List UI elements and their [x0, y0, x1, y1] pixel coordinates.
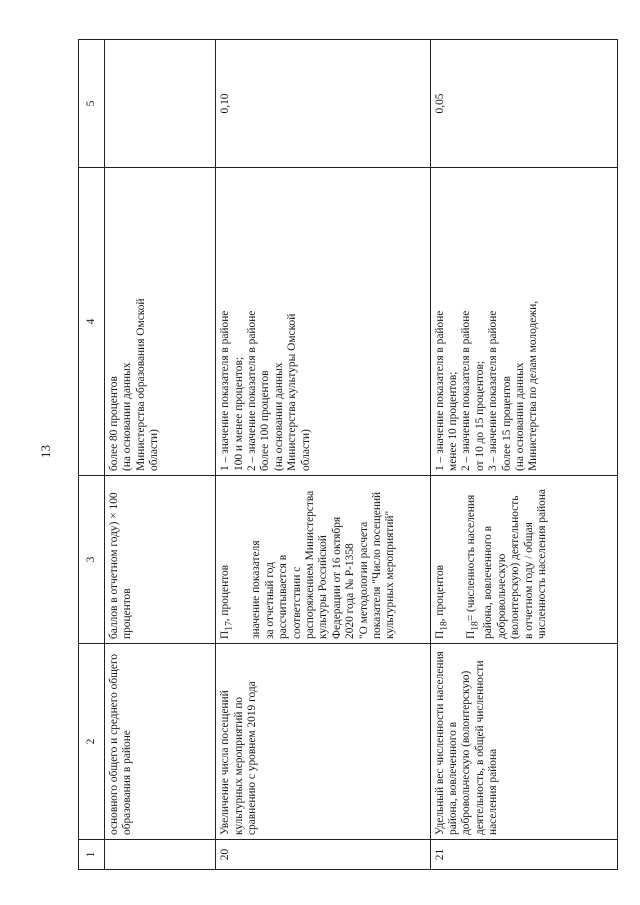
- criteria-line: (на основании данных: [272, 362, 285, 471]
- indicator-name: основного общего и среднего общего образования в районе: [105, 644, 216, 840]
- column-header: 1: [79, 840, 105, 870]
- formula-line: 2020 года № Р-1358: [344, 543, 357, 639]
- formula-line: показателя "Число посещений: [371, 491, 383, 639]
- formula-line: добровольческую: [495, 553, 508, 639]
- indicator-criteria: [216, 168, 430, 476]
- rotated-table-container: [78, 40, 618, 870]
- formula-line: $П_{18}=$ (численность населения: [464, 494, 481, 639]
- criteria-line: от 10 до 15 процентов;: [473, 361, 486, 471]
- criteria-line: Министерства образования Омской: [134, 298, 147, 471]
- formula-line: Федерации от 16 октября: [330, 516, 343, 639]
- subscript: 18: [438, 621, 449, 631]
- criteria-line: 1 – значение показателя в районе: [219, 310, 232, 471]
- row-number: [105, 840, 216, 870]
- criteria-line: 100 и менее процентов;: [232, 357, 245, 471]
- indicator-formula: баллов в отчетном году) × 100 процентов: [105, 476, 216, 644]
- criteria-line: Министерства по делам молодежи,: [527, 300, 540, 471]
- table-row: [430, 40, 617, 870]
- indicator-criteria: [105, 168, 216, 476]
- column-header: 4: [79, 168, 105, 476]
- criteria-line: области): [148, 429, 161, 471]
- criteria-table: [78, 39, 618, 870]
- formula-line: численность населения района: [536, 489, 549, 639]
- indicator-weight: 0,05: [430, 40, 617, 168]
- indicator-weight: 0,10: [216, 40, 430, 168]
- subscript: 17: [224, 621, 235, 631]
- formula-line: значение показателя: [250, 540, 263, 639]
- formula-line: в отчетном году / общая: [522, 522, 535, 639]
- criteria-line: более 100 процентов: [259, 370, 272, 471]
- indicator-criteria: [430, 168, 617, 476]
- criteria-line: области): [299, 429, 312, 471]
- row-number: 20: [216, 840, 430, 870]
- formula-line: (волонтерскую) деятельность: [509, 495, 522, 639]
- criteria-line: менее 10 процентов;: [447, 371, 460, 471]
- criteria-line: (на основании данных: [121, 362, 134, 471]
- criteria-line: (на основании данных: [514, 362, 527, 471]
- criteria-line: 2 – значение показателя в районе: [246, 310, 259, 471]
- row-number: 21: [430, 840, 617, 870]
- formula-line: распоряжением Министерства: [303, 490, 316, 639]
- column-header: 3: [79, 476, 105, 644]
- criteria-line: Министерства культуры Омской: [286, 313, 299, 471]
- column-header: 5: [79, 40, 105, 168]
- formula-line: $П_{17}$, процентов: [219, 564, 235, 639]
- indicator-name: Увеличение числа посещений культурных мероприятий по сравнению с уровнем 2019 года: [216, 644, 430, 840]
- formula-line: рассчитывается в: [277, 554, 290, 639]
- header-row: [79, 40, 105, 870]
- indicator-formula: [216, 476, 430, 644]
- criteria-line: 3 – значение показателя в районе: [487, 310, 500, 471]
- criteria-line: 2 – значение показателя в районе: [460, 310, 473, 471]
- criteria-line: 1 – значение показателя в районе: [433, 310, 446, 471]
- formula-line: за отчетный год: [263, 562, 276, 639]
- criteria-line: более 15 процентов: [500, 376, 513, 471]
- page-number: 13: [38, 445, 53, 458]
- indicator-formula: [430, 476, 617, 644]
- formula-line: культуры Российской: [317, 535, 330, 639]
- subscript: 18: [470, 621, 481, 631]
- table-row: [105, 40, 216, 870]
- formula-line: культурных мероприятий": [384, 510, 397, 639]
- criteria-line: более 80 процентов: [108, 376, 121, 471]
- formula-line: $П_{18}$, процентов: [433, 564, 449, 639]
- indicator-weight: [105, 40, 216, 168]
- formula-line: [237, 480, 250, 639]
- column-header: 2: [79, 644, 105, 840]
- formula-line: [451, 480, 464, 639]
- formula-line: "О методологии расчета: [357, 521, 370, 639]
- indicator-name: Удельный вес численности населения района, вовлеченного в добровольческую (волонтерскую) деятельность, в общей численности населения района: [430, 644, 617, 840]
- formula-line: соответствии с: [290, 566, 303, 639]
- formula-line: района, вовлеченного в: [482, 525, 495, 639]
- table-row: [216, 40, 430, 870]
